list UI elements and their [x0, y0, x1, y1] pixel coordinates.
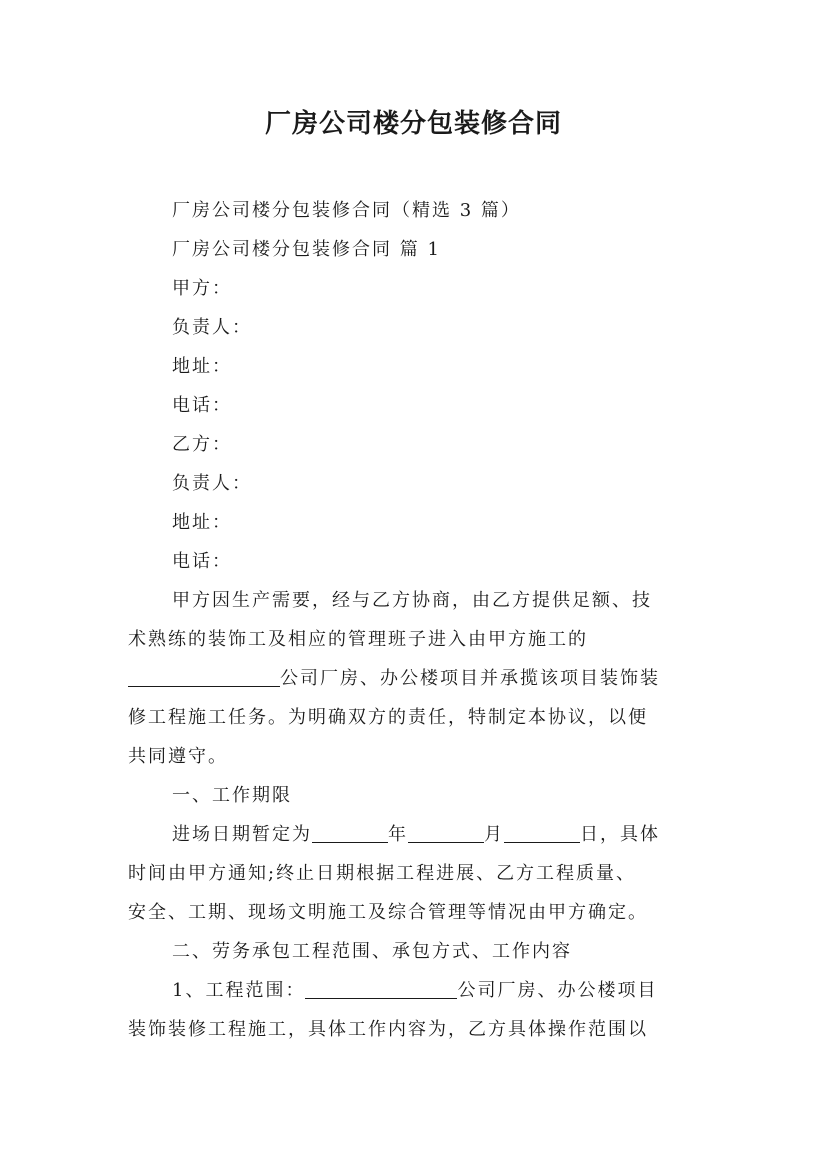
s2-line-1	[172, 979, 657, 1003]
intro-line-1: 甲方因生产需要，经与乙方协商，由乙方提供足额、技	[172, 590, 652, 611]
day-label: 日，具体	[580, 824, 660, 845]
intro-line-2: 术熟练的装饰工及相应的管理班子进入由甲方施工的	[128, 629, 588, 650]
party-b-address: 地址：	[172, 512, 232, 533]
section-2-heading: 二、劳务承包工程范围、承包方式、工作内容	[172, 941, 572, 962]
intro-line-3-text: 公司厂房、办公楼项目并承揽该项目装饰装	[280, 668, 660, 689]
s1-line-2: 时间由甲方通知;终止日期根据工程进展、乙方工程质量、	[128, 863, 637, 884]
scope-company-blank[interactable]	[305, 980, 457, 999]
party-a-address: 地址：	[172, 356, 232, 377]
s2-scope-text: 公司厂房、办公楼项目	[457, 980, 658, 1001]
company-name-blank[interactable]	[128, 668, 280, 687]
document-subtitle: 厂房公司楼分包装修合同（精选 3 篇）	[172, 200, 521, 221]
party-b-label: 乙方：	[172, 434, 232, 455]
party-b-rep: 负责人：	[172, 473, 252, 494]
intro-line-5: 共同遵守。	[128, 746, 228, 767]
s1-entry-date-label: 进场日期暂定为	[172, 824, 312, 845]
s1-line-3: 安全、工期、现场文明施工及综合管理等情况由甲方确定。	[128, 902, 648, 923]
month-label: 月	[484, 824, 504, 845]
party-a-label: 甲方：	[172, 278, 232, 299]
party-a-rep: 负责人：	[172, 317, 252, 338]
year-blank[interactable]	[312, 824, 388, 843]
document-title: 厂房公司楼分包装修合同	[264, 109, 562, 139]
section-1-heading: 一、工作期限	[172, 785, 292, 806]
s2-scope-label: 1、工程范围：	[172, 980, 306, 1001]
section-heading: 厂房公司楼分包装修合同 篇 1	[172, 239, 441, 260]
party-b-phone: 电话：	[172, 551, 232, 572]
year-label: 年	[388, 824, 408, 845]
s2-line-2: 装饰装修工程施工，具体工作内容为，乙方具体操作范围以	[128, 1019, 648, 1040]
intro-line-4: 修工程施工任务。为明确双方的责任，特制定本协议，以便	[128, 707, 648, 728]
month-blank[interactable]	[408, 824, 484, 843]
s1-line-1	[172, 823, 660, 847]
day-blank[interactable]	[504, 824, 580, 843]
intro-line-3	[128, 667, 703, 691]
party-a-phone: 电话：	[172, 395, 232, 416]
